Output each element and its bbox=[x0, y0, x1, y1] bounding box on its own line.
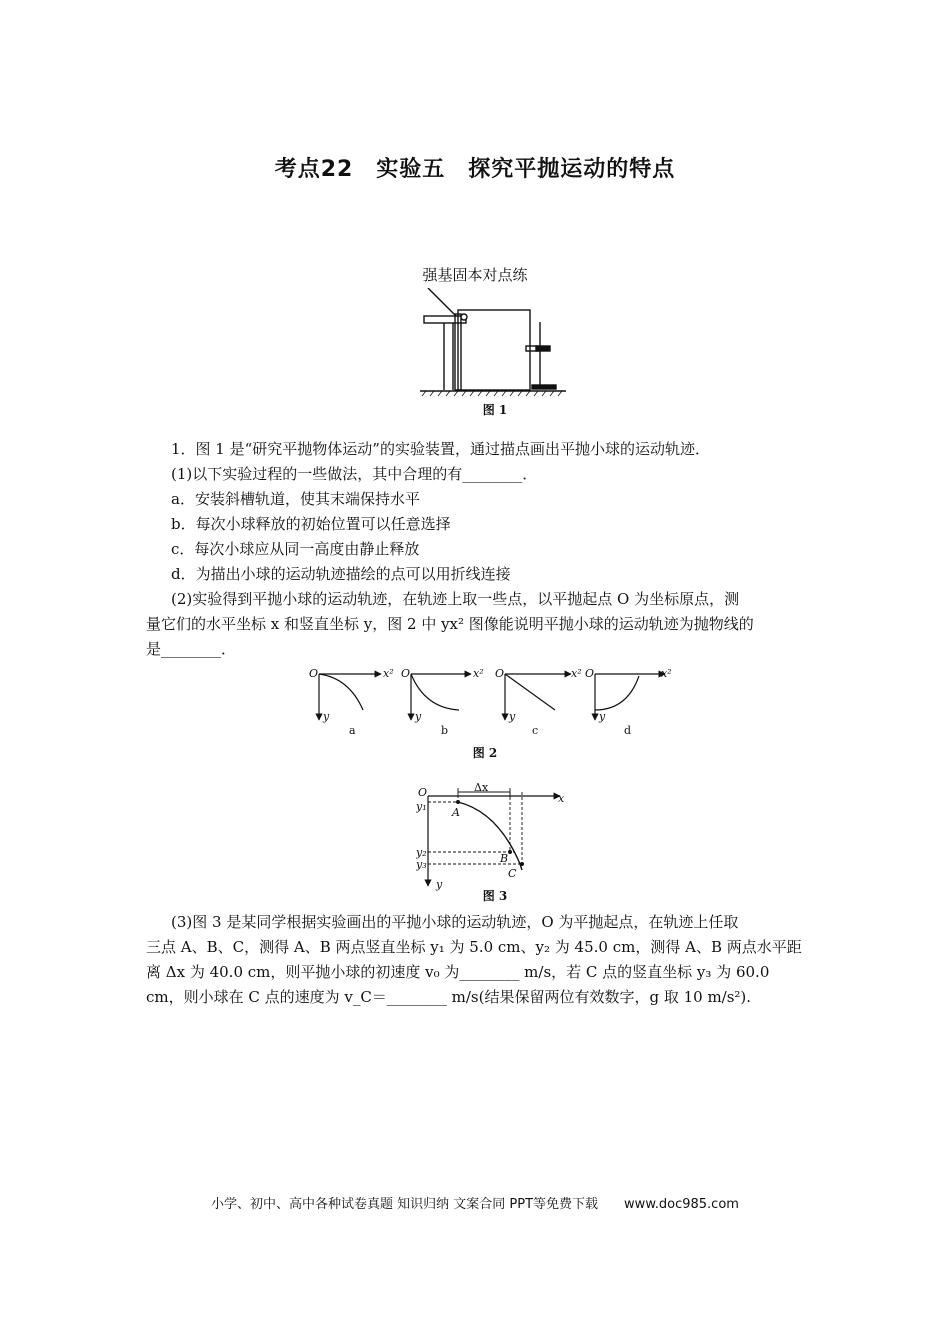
figure-1-caption: 图 1 bbox=[482, 403, 508, 417]
curve-a bbox=[319, 674, 363, 710]
fig3-point-a-label: A bbox=[452, 806, 460, 819]
point-b bbox=[508, 850, 512, 854]
graph-c-y-label: y bbox=[509, 710, 516, 723]
graph-b-y-label: y bbox=[415, 710, 422, 723]
question-1-part-3-line-2: 三点 A、B、C，测得 A、B 两点竖直坐标 y₁ 为 5.0 cm、y₂ 为 45.0 cm，测得 A、B 两点水平距 bbox=[146, 938, 802, 956]
figure-2-graphs bbox=[305, 664, 685, 742]
figure-1-apparatus bbox=[418, 288, 568, 403]
figure-2-caption: 图 2 bbox=[472, 746, 498, 760]
footer-note: 小学、初中、高中各种试卷真题 知识归纳 文案合同 PPT等免费下载 www.doc985.com bbox=[211, 1197, 739, 1212]
page-title: 考点22 实验五 探究平抛运动的特点 bbox=[274, 157, 676, 182]
graph-a-y-label: y bbox=[323, 710, 330, 723]
graph-c-label: c bbox=[532, 724, 539, 737]
line-c bbox=[505, 674, 555, 710]
trajectory-curve bbox=[458, 802, 520, 864]
curve-d bbox=[595, 676, 639, 710]
graph-d-y-label: y bbox=[599, 710, 606, 723]
chute-line bbox=[428, 288, 456, 316]
graph-d-label: d bbox=[624, 724, 632, 737]
fig3-point-c-label: C bbox=[508, 867, 517, 880]
question-1-part-3-line-3: 离 Δx 为 40.0 cm，则平抛小球的初速度 v₀ 为________ m/s，若 C 点的竖直坐标 y₃ 为 60.0 bbox=[146, 963, 770, 981]
figure-3-caption: 图 3 bbox=[482, 889, 508, 903]
figure-3-trajectory bbox=[416, 782, 576, 892]
graph-d bbox=[595, 674, 665, 720]
point-a bbox=[456, 800, 460, 804]
board bbox=[458, 310, 530, 390]
question-1-part-1: (1)以下实验过程的一些做法，其中合理的有________． bbox=[171, 465, 538, 483]
graph-b-origin: O bbox=[401, 667, 411, 680]
graph-c-x-label: x² bbox=[571, 667, 582, 680]
section-heading: 强基固本对点练 bbox=[422, 266, 528, 284]
fig3-x-label: x bbox=[558, 792, 565, 805]
graph-b-label: b bbox=[441, 724, 449, 737]
fig3-y1-label: y₁ bbox=[416, 800, 427, 813]
graph-d-x-label: x² bbox=[661, 667, 672, 680]
fig3-y2-label: y₂ bbox=[416, 846, 427, 859]
graph-c-origin: O bbox=[495, 667, 505, 680]
fig3-point-b-label: B bbox=[500, 852, 509, 865]
curve-b bbox=[411, 674, 459, 710]
question-1-part-2-line-1: (2)实验得到平抛小球的运动轨迹，在轨迹上取一些点，以平抛起点 O 为坐标原点，测 bbox=[171, 590, 740, 608]
fig3-origin: O bbox=[418, 786, 428, 799]
graph-a-x-label: x² bbox=[383, 667, 394, 680]
option-b: b．每次小球释放的初始位置可以任意选择 bbox=[171, 515, 451, 533]
fig3-y3-label: y₃ bbox=[416, 858, 427, 871]
table-top bbox=[424, 316, 466, 323]
point-c bbox=[520, 862, 524, 866]
question-1-part-2-line-3: 是________． bbox=[146, 640, 237, 658]
graph-a-origin: O bbox=[309, 667, 319, 680]
fig3-y-label: y bbox=[436, 878, 443, 891]
option-c: c．每次小球应从同一高度由静止释放 bbox=[171, 540, 420, 558]
question-1-intro: 1．图 1 是“研究平抛物体运动”的实验装置，通过描点画出平抛小球的运动轨迹． bbox=[171, 440, 710, 458]
graph-d-origin: O bbox=[585, 667, 595, 680]
graph-a-label: a bbox=[349, 724, 356, 737]
question-1-part-2-line-2: 量它们的水平坐标 x 和竖直坐标 y，图 2 中 yx² 图像能说明平抛小球的运动轨迹为抛物线的 bbox=[146, 615, 754, 633]
fig3-dx-label: Δx bbox=[474, 782, 489, 794]
question-1-part-3-line-4: cm，则小球在 C 点的速度为 v_C＝________ m/s(结果保留两位有效数字，g 取 10 m/s²). bbox=[146, 988, 752, 1006]
question-1-part-3-line-1: (3)图 3 是某同学根据实验画出的平抛小球的运动轨迹，O 为平抛起点，在轨迹上任取 bbox=[171, 913, 739, 931]
graph-b-x-label: x² bbox=[473, 667, 484, 680]
option-a: a．安装斜槽轨道，使其末端保持水平 bbox=[171, 490, 420, 508]
option-d: d．为描出小球的运动轨迹描绘的点可以用折线连接 bbox=[171, 565, 511, 583]
